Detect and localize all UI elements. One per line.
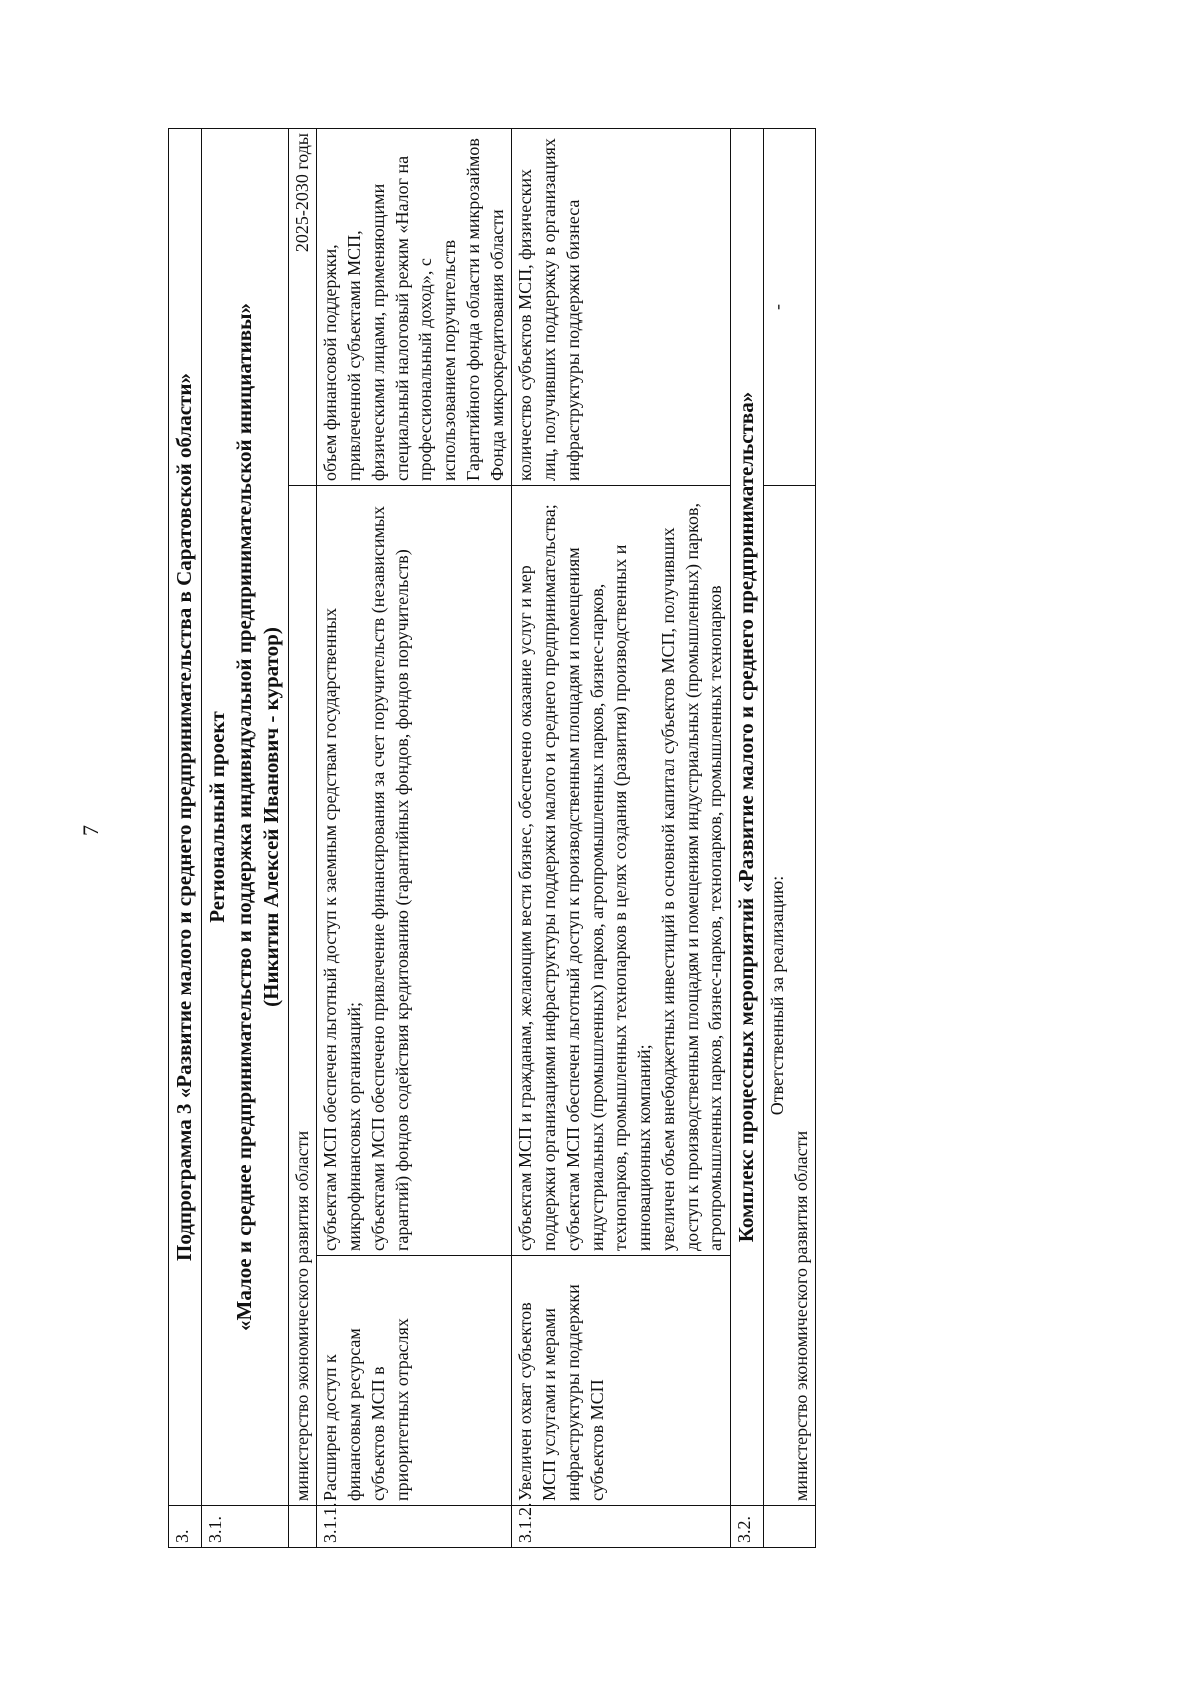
complex-period: - — [763, 129, 816, 486]
subprogram-number: 3. — [169, 1506, 202, 1548]
task-title: Расширен доступ к финансовым ресурсам субъектов МСП в приоритетных отраслях — [317, 1256, 512, 1506]
task-results — [317, 486, 512, 1256]
task-result-item: увеличен объем внебюджетных инвестиций в основной капитал субъектов МСП, получивших доступ к производственным площадям и помещениям индустриальных (промышленных) парков, агропромышленных парков, бизнес-парков, технопарков, промышленных технопарков — [657, 503, 726, 1251]
subprogram-row — [169, 129, 202, 1548]
complex-number: 3.2. — [731, 1506, 764, 1548]
project-name: «Малое и среднее предпринимательство и поддержка индивидуальной предпринимательской инициативы» — [232, 303, 257, 1331]
task-indicator: объем финансовой поддержки, привлеченной субъектами МСП, физическими лицами, применяющими специальный налоговый режим «Налог на профессиональный доход», с использованием поручительств Гарантийного фонда области и микрозаймов Фонда микрокредитования области — [317, 129, 512, 486]
task-result-item: субъектам МСП обеспечен льготный доступ к заемным средствам государственных микрофинансовых организаций; — [320, 607, 365, 1251]
complex-responsible: министерство экономического развития области — [790, 1130, 811, 1501]
complex-title: Комплекс процессных мероприятий «Развитие малого и среднего предпринимательства» — [731, 129, 764, 1506]
project-row — [201, 129, 288, 1548]
complex-responsible-label: Ответственный за реализацию: — [766, 875, 787, 1116]
complex-responsible-cell — [763, 486, 816, 1506]
project-responsible-cell — [288, 486, 317, 1506]
empty-cell — [763, 1506, 816, 1548]
complex-row — [731, 129, 764, 1548]
task-result-item: субъектам МСП обеспечен льготный доступ к производственным площадям и помещениям индустриальных (промышленных) парков, агропромышленных парков, бизнес-парков, технопарков, промышленных технопарков в целях создания (развития) производственных и инновационных компаний; — [562, 544, 655, 1251]
subprogram-title: Подпрограмма 3 «Развитие малого и среднего предпринимательства в Саратовской области» — [169, 129, 202, 1506]
task-row — [512, 129, 731, 1548]
task-row — [317, 129, 512, 1548]
project-responsible-row — [288, 129, 317, 1548]
program-table — [168, 128, 816, 1548]
task-indicator: количество субъектов МСП, физических лиц, получивших поддержку в организациях инфраструктуры поддержки бизнеса — [512, 129, 731, 486]
page-number: 7 — [78, 825, 103, 836]
project-number: 3.1. — [201, 1506, 288, 1548]
task-number: 3.1.1. — [317, 1506, 512, 1548]
task-number: 3.1.2. — [512, 1506, 731, 1548]
project-curator: (Никитин Алексей Иванович - куратор) — [259, 627, 284, 1007]
project-responsible: министерство экономического развития области — [291, 1130, 312, 1501]
task-result-item: субъектами МСП обеспечено привлечение финансирования за счет поручительств (независимых гарантий) фондов содействия кредитованию (гарантийных фондов, фондов поручительств) — [367, 506, 412, 1251]
complex-responsible-row — [763, 129, 816, 1548]
rotated-table-sheet — [168, 128, 1068, 1548]
project-period: 2025-2030 годы — [288, 129, 317, 486]
task-result-item: субъектам МСП и гражданам, желающим вести бизнес, обеспечено оказание услуг и мер поддержки организациями инфраструктуры поддержки малого и среднего предпринимательства; — [515, 504, 560, 1251]
task-results — [512, 486, 731, 1256]
task-title: Увеличен охват субъектов МСП услугами и мерами инфраструктуры поддержки субъектов МСП — [512, 1256, 731, 1506]
empty-cell — [288, 1506, 317, 1548]
project-type: Региональный проект — [204, 711, 229, 923]
project-heading — [201, 129, 288, 1506]
